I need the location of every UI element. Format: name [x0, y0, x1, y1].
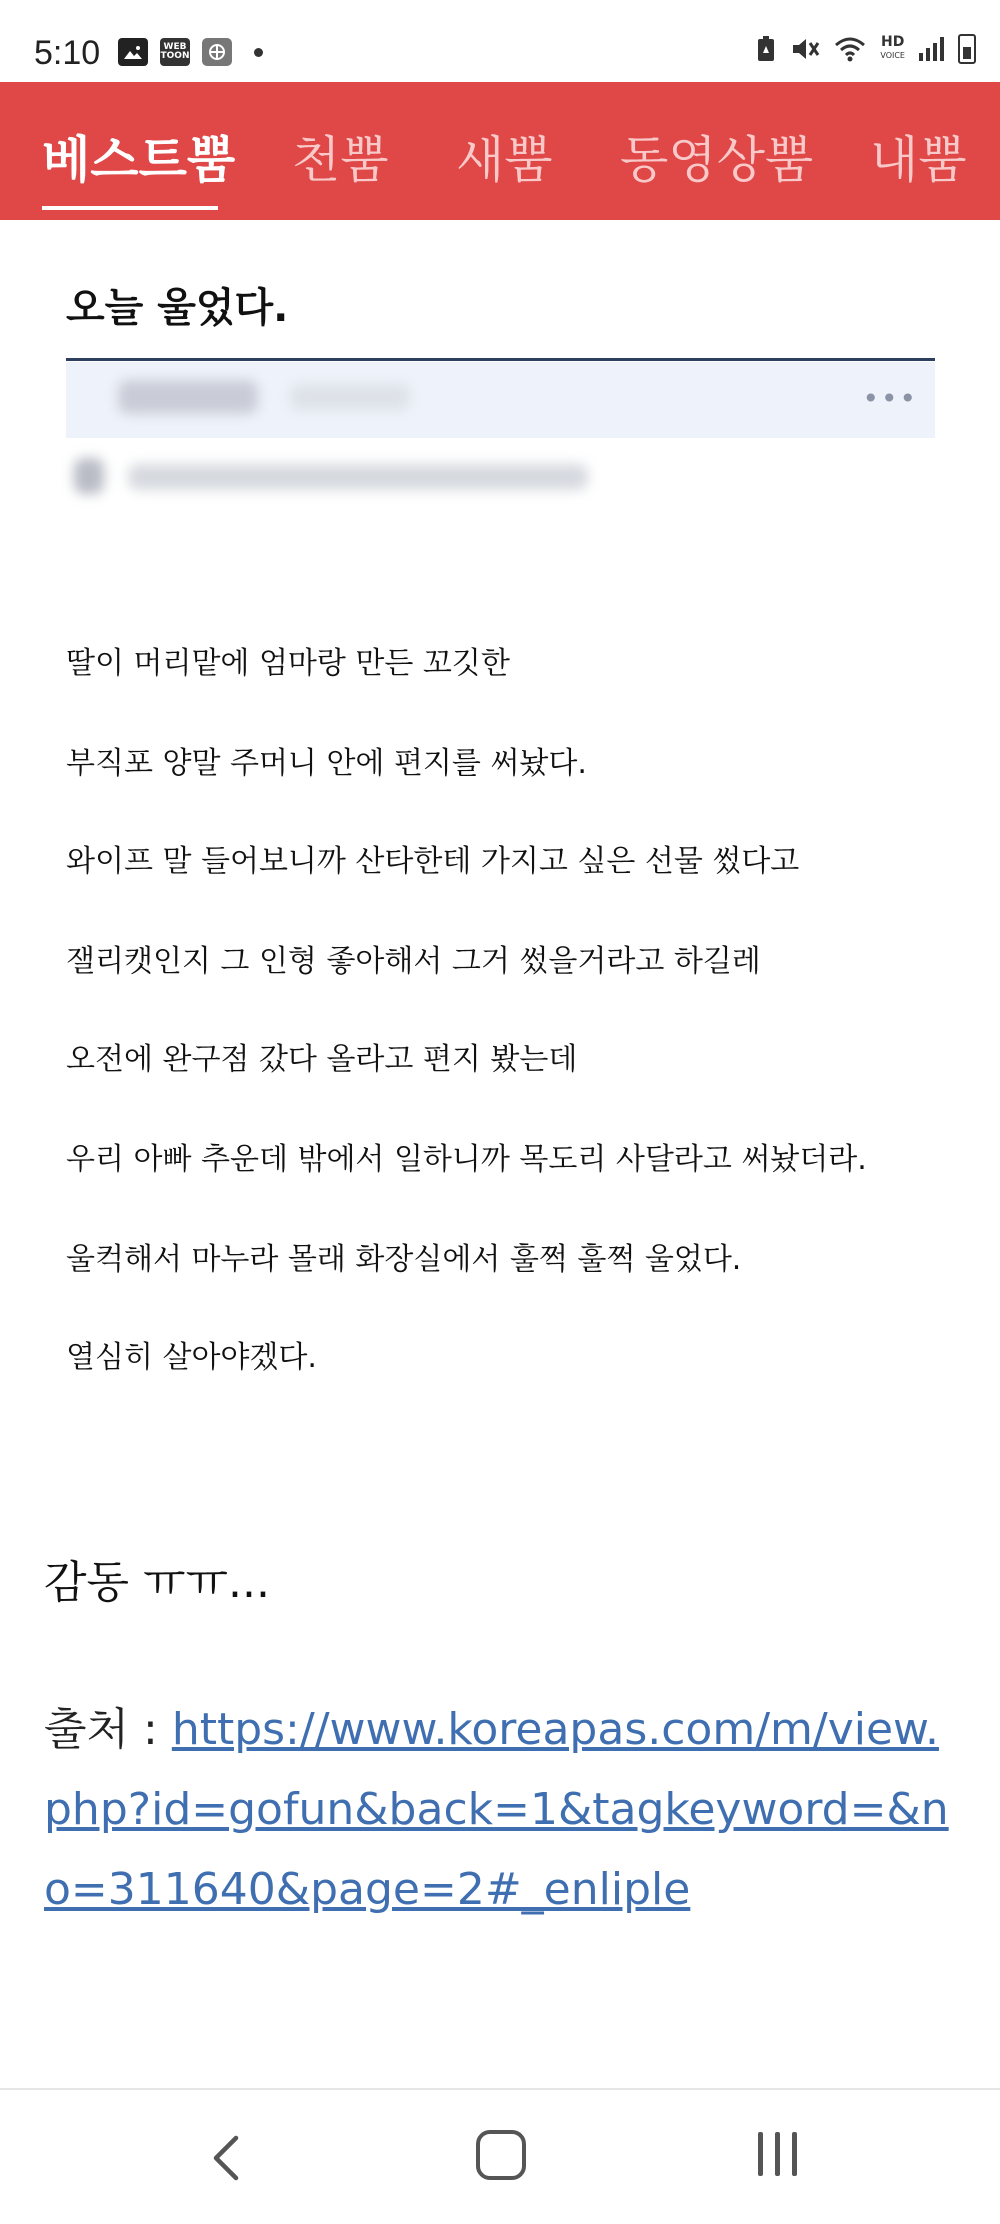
- webtoon-icon: WEB TOON: [160, 38, 190, 66]
- battery-icon: [958, 34, 976, 64]
- title-divider: [66, 358, 935, 361]
- wifi-icon: [834, 36, 866, 62]
- app-icon: [202, 38, 232, 66]
- tab-mine[interactable]: 내뿜: [870, 131, 967, 189]
- post-line: 딸이 머리맡에 엄마랑 만든 꼬깃한: [66, 646, 510, 681]
- post-line: 우리 아빠 추운데 밖에서 일하니까 목도리 사달라고 써놨더라.: [66, 1142, 867, 1177]
- home-button[interactable]: [476, 2130, 526, 2180]
- status-bar: [0, 0, 1000, 82]
- more-options-icon[interactable]: •••: [862, 382, 918, 415]
- source-label: 출처 :: [44, 1704, 172, 1755]
- recent-apps-button[interactable]: [758, 2132, 797, 2176]
- category-tab-bar: [0, 82, 1000, 220]
- mute-icon: [790, 35, 820, 63]
- gallery-icon: [118, 38, 148, 66]
- more-notifications-dot: [254, 48, 263, 57]
- post-line: 오전에 완구점 갔다 올라고 편지 봤는데: [66, 1042, 578, 1077]
- system-icons: [756, 34, 976, 64]
- source-link[interactable]: https://www.koreapas.com/m/view.php?id=gofun&back=1&tagkeyword=&no=311640&page=2#_enliple: [44, 1704, 949, 1915]
- blurred-author-meta: [290, 384, 410, 410]
- system-navigation-bar: [0, 2088, 1000, 2224]
- source-block: [44, 1690, 964, 1930]
- tab-cheon[interactable]: 천뿜: [292, 131, 389, 189]
- post-line: 와이프 말 들어보니까 산타한테 가지고 싶은 선물 썼다고: [66, 844, 800, 879]
- blurred-link-icon: [74, 458, 104, 494]
- active-tab-indicator: [42, 206, 218, 210]
- post-title: 오늘 울었다.: [66, 285, 289, 331]
- comment-text: 감동 ㅠㅠ...: [44, 1557, 270, 1608]
- status-time: 5:10: [34, 34, 101, 72]
- tab-video[interactable]: 동영상뿜: [620, 131, 814, 189]
- battery-saver-icon: [756, 35, 776, 63]
- notification-icons: [118, 38, 263, 66]
- post-line: 울컥해서 마누라 몰래 화장실에서 훌쩍 훌쩍 울었다.: [66, 1242, 742, 1277]
- hd-voice-icon: HD VOICE: [880, 34, 905, 60]
- back-button[interactable]: [200, 2128, 260, 2188]
- signal-icon: [919, 37, 944, 61]
- post-line: 부직포 양말 주머니 안에 편지를 써놨다.: [66, 746, 587, 781]
- tab-best[interactable]: 베스트뿜: [42, 131, 236, 189]
- blurred-author-name: [118, 380, 258, 414]
- blurred-link-text: [128, 464, 588, 490]
- post-line: 열심히 살아야겠다.: [66, 1340, 317, 1375]
- tab-new[interactable]: 새뿜: [456, 131, 553, 189]
- post-line: 잴리캣인지 그 인형 좋아해서 그거 썼을거라고 하길레: [66, 944, 761, 979]
